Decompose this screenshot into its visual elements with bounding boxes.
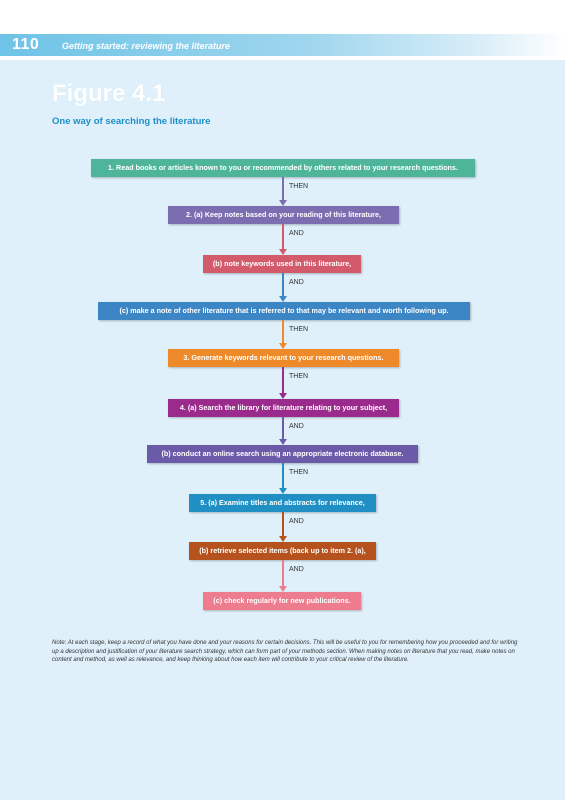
connector-line <box>282 367 284 393</box>
connector-line <box>282 463 284 488</box>
connector-label: AND <box>289 279 304 286</box>
flow-step: (b) note keywords used in this literature, <box>203 255 361 273</box>
flow-step: 5. (a) Examine titles and abstracts for relevance, <box>189 494 376 512</box>
running-head: Getting started: reviewing the literature <box>62 41 231 51</box>
flow-step: (c) check regularly for new publications. <box>203 592 361 610</box>
connector-line <box>282 560 284 586</box>
connector-line <box>282 512 284 536</box>
flow-step: 4. (a) Search the library for literature relating to your subject, <box>168 399 399 417</box>
flow-step: (c) make a note of other literature that is referred to that may be relevant and worth following up. <box>98 302 470 320</box>
connector-label: THEN <box>289 469 309 476</box>
connector-line <box>282 224 284 249</box>
figure-title: Figure 4.1 <box>52 80 166 107</box>
flow-step: 3. Generate keywords relevant to your research questions. <box>168 349 399 367</box>
flow-step: (b) conduct an online search using an appropriate electronic database. <box>147 445 418 463</box>
figure-subtitle: One way of searching the literature <box>52 116 211 127</box>
connector-line <box>282 273 284 296</box>
flow-step: 1. Read books or articles known to you or recommended by others related to your research questions. <box>91 159 475 177</box>
flow-step: (b) retrieve selected items (back up to item 2. (a), <box>189 542 376 560</box>
connector-label: AND <box>289 566 304 573</box>
connector-label: AND <box>289 423 304 430</box>
connector-label: THEN <box>289 183 309 190</box>
page-number: 110 <box>12 36 40 53</box>
connector-label: AND <box>289 230 304 237</box>
flow-step: 2. (a) Keep notes based on your reading of this literature, <box>168 206 399 224</box>
figure-note: Note: At each stage, keep a record of what you have done and your reasons for certain decisions. This will be useful to you for remembering how you proceeded and for writing up a description and justification of your literature search strategy, which can form part of your methods section. When making notes on literature that you read, make notes on content and method, as well as relevance, and keep thinking about how each item will contribute to your critical review of the literature. <box>52 640 518 664</box>
connector-label: AND <box>289 518 304 525</box>
connector-label: THEN <box>289 373 309 380</box>
connector-line <box>282 417 284 439</box>
connector-line <box>282 320 284 343</box>
connector-line <box>282 177 284 200</box>
connector-label: THEN <box>289 326 309 333</box>
